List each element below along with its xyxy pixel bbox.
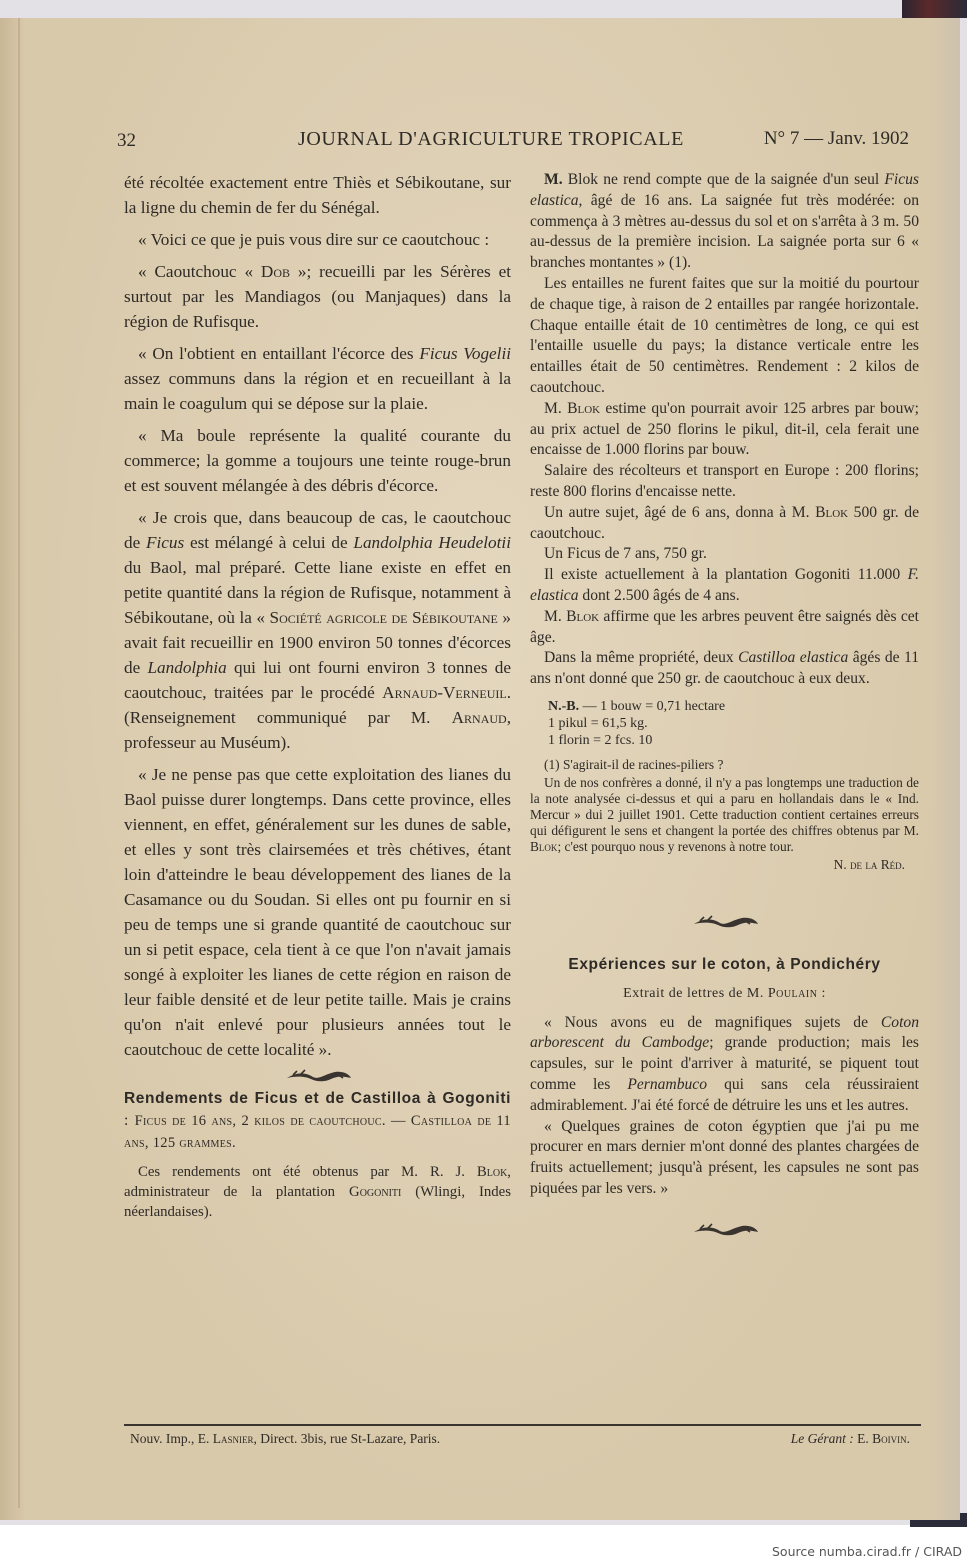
footer-rule <box>124 1424 921 1426</box>
paragraph: Un autre sujet, âgé de 6 ans, donna à M. Blok 500 gr. de caoutchouc. <box>530 503 919 542</box>
paragraph: « Caoutchouc « Dob »; recueilli par les Sérères et surtout par les Mandiagos (ou Manjaques) dans la région de Rufisque. <box>124 262 511 331</box>
page-edge-shade <box>930 18 960 1520</box>
paragraph: « Ma boule représente la qualité courante du commerce; la gomme a toujours une teinte rouge-brun et est souvent mélangée à des débris d'écorce. <box>124 426 511 495</box>
paragraph: Salaire des récolteurs et transport en Europe : 200 florins; reste 800 florins d'encaisse nette. <box>530 462 919 500</box>
paragraph: été récoltée exactement entre Thiès et Sébikoutane, sur la ligne du chemin de fer du Sénégal. <box>124 173 511 217</box>
paragraph: « Je crois que, dans beaucoup de cas, le caoutchouc de Ficus est mélangé à celui de Landolphia Heudelotii du Baol, mal préparé. Cette liane existe en effet en petite quantité dans la région de Rufisque, notamment à Sébikoutane, où la « Société agricole de Sébikoutane » avait fait recueillir en 1900 environ 50 tonnes d'écorces de Landolphia qui lui ont fourni environ 3 tonnes de caoutchouc, traitées par le procédé Arnaud-Verneuil. (Renseignement communiqué par M. Arnaud, professeur au Muséum). <box>124 508 512 752</box>
paragraph: M. Blok affirme que les arbres peuvent être saignés dès cet âge. <box>530 607 919 646</box>
page-footer <box>130 1431 920 1451</box>
right-column <box>530 170 919 1242</box>
editor-note: Un de nos confrères a donné, il n'y a pas longtemps une traduction de la note analysée ci-dessus et qui a paru en hollandais dans le « Ind. Mercur » dui 2 juillet 1901. Cette traduction contient certaines erreurs qui défigurent le sens et changent la portée des chiffres obtenus par M. Blok; c'est pourquo nous y revenons à notre tour. <box>530 774 919 854</box>
leaf-ornament-icon <box>283 1068 353 1084</box>
paragraph: Un Ficus de 7 ans, 750 gr. <box>544 545 707 563</box>
leaf-ornament-icon <box>690 1222 760 1238</box>
conversion-note: N.-B. — 1 bouw = 0,71 hectare 1 pikul = 61,5 kg. 1 florin = 2 fcs. 10 <box>548 698 726 748</box>
paragraph: « Voici ce que je puis vous dire sur ce caoutchouc : <box>138 230 490 249</box>
issue-label: N° 7 — Janv. 1902 <box>763 128 909 149</box>
paragraph: Il existe actuellement à la plantation Gogoniti 11.000 F. elastica dont 2.500 âgés de 4 ans. <box>530 566 919 604</box>
journal-title: JOURNAL D'AGRICULTURE TROPICALE <box>298 128 684 150</box>
left-column <box>124 170 511 1222</box>
paragraph: Ces rendements ont été obtenus par M. R. J. Blok, administrateur de la plantation Gogoniti (Wlingi, Indes néerlandaises). <box>124 1164 511 1220</box>
page-gutter-edge <box>18 18 20 1508</box>
page-number: 32 <box>117 130 136 151</box>
footnote: (1) S'agirait-il de racines-piliers ? <box>544 756 724 772</box>
issue-date <box>764 128 909 150</box>
paragraph: « Nous avons eu de magnifiques sujets de Coton arborescent du Cambodge; grande production; mais les capsules, sur le point d'arriver à maturité, se piquent tout comme les Pernambuco qui sans cela réussiraient admirablement. J'ai été forcé de détruire les uns et les autres. <box>530 1013 919 1114</box>
printer-imprint: Nouv. Imp., E. Lasnier, Direct. 3bis, rue St-Lazare, Paris. <box>130 1431 441 1446</box>
section-heading-rendements: Rendements de Ficus et de Castilloa à Gogoniti : Ficus de 16 ans, 2 kilos de caoutchouc. — Castilloa de 11 ans, 125 grammes. <box>124 1090 511 1151</box>
paragraph: « Quelques graines de coton égyptien que j'ai pu me procurer en mars dernier m'ont donné des plantes chargées de fruits actuellement; jusqu'à présent, les capsules ne sont pas piquées par les vers. » <box>530 1117 919 1197</box>
paragraph: M. Blok ne rend compte que de la saignée d'un seul Ficus elastica, âgé de 16 ans. La saignée fut très modérée: on commença à 3 mètres au-dessus du sol et on s'arrêta à 3 m. 50 au-dessus de la première incision. La saignée porta sur 6 « branches montantes » (1). <box>530 171 919 272</box>
leaf-ornament-icon <box>690 914 760 930</box>
book-binding-top <box>902 0 967 18</box>
source-credit: Source numba.cirad.fr / CIRAD <box>771 1544 962 1559</box>
manager-credit: Le Gérant : E. Boivin. <box>790 1431 910 1446</box>
section-subheading: Extrait de lettres de M. Poulain : <box>623 985 826 1001</box>
paragraph: « Je ne pense pas que cette exploitation des lianes du Baol puisse durer longtemps. Dans cette province, elles viennent, en effet, généralement sur les dunes de sable, et elles y sont très clairsemées et très chétives, étant loin d'atteindre le beau développement des lianes de la Casamance ou du Soudan. Si elles ont pu fournir en si peu de temps une si grande quantité de caoutchouc sur un si petit espace, cela tient à ce que l'on n'avait jamais songé à exploiter les lianes de cette région en raison de leur faible densité et de leur petite taille. Mais je crains qu'on n'ait enlevé pour plusieurs années tout le caoutchouc de cette localité ». <box>124 765 511 1059</box>
page-header <box>117 128 917 156</box>
editor-signature: N. de la Réd. <box>833 856 905 872</box>
paragraph: M. Blok estime qu'on pourrait avoir 125 arbres par bouw; au prix actuel de 250 florins le pikul, dit-il, cela ferait une encaisse de 1.000 florins par bouw. <box>530 399 919 459</box>
section-heading-coton: Expériences sur le coton, à Pondichéry <box>568 955 881 973</box>
paragraph: Dans la même propriété, deux Castilloa elastica âgés de 11 ans n'ont donné que 250 gr. de caoutchouc à eux deux. <box>530 649 920 688</box>
paragraph: Les entailles ne furent faites que sur la moitié du pourtour de chaque tige, à raison de 2 entailles par rangée horizontale. Chaque entaille était de 10 centimètres de long, ce qui est l'entaille usuelle du pays; la distance verticale entre les entailles était de 50 centimètres. Rendement : 2 kilos de caoutchouc. <box>530 274 919 396</box>
paragraph: « On l'obtient en entaillant l'écorce des Ficus Vogelii assez communs dans la région et en recueillant à la main le coagulum qui se dépose sur la plaie. <box>124 344 512 413</box>
